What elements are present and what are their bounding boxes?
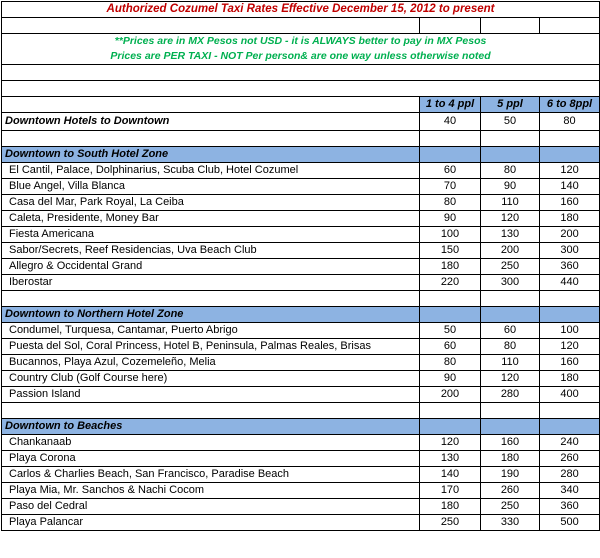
- rate-cell: 100: [420, 227, 481, 243]
- blank-row: [2, 65, 600, 81]
- destination-label: Iberostar: [2, 275, 420, 291]
- rate-cell: 50: [420, 323, 481, 339]
- blank-row: [2, 131, 600, 147]
- rate-cell: 130: [481, 227, 540, 243]
- rate-cell: 160: [540, 355, 600, 371]
- rate-cell: 90: [481, 179, 540, 195]
- section-header-row: [2, 147, 600, 163]
- rate-cell: 80: [420, 355, 481, 371]
- rate-cell: 120: [481, 371, 540, 387]
- rate-cell: 60: [420, 163, 481, 179]
- note-row: [2, 34, 600, 50]
- rate-row: [2, 259, 600, 275]
- rate-row: [2, 227, 600, 243]
- column-header-6-8: 6 to 8ppl: [540, 97, 600, 113]
- rate-cell: 250: [420, 515, 481, 531]
- destination-label: Allegro & Occidental Grand: [2, 259, 420, 275]
- section-title: Downtown to Beaches: [2, 419, 420, 435]
- note-row: [2, 49, 600, 65]
- rate-cell: 120: [540, 339, 600, 355]
- column-header-1-4: 1 to 4 ppl: [420, 97, 481, 113]
- destination-label: Playa Palancar: [2, 515, 420, 531]
- title-row: [2, 2, 600, 18]
- rate-cell: 60: [481, 323, 540, 339]
- rate-row: [2, 275, 600, 291]
- currency-note: **Prices are in MX Pesos not USD - it is ALWAYS better to pay in MX Pesos: [2, 34, 600, 50]
- downtown-row: [2, 113, 600, 131]
- rate-cell: 80: [540, 113, 600, 131]
- blank-row: [2, 18, 600, 34]
- rate-cell: 360: [540, 499, 600, 515]
- rate-cell: 180: [540, 371, 600, 387]
- sheet-title: Authorized Cozumel Taxi Rates Effective December 15, 2012 to present: [2, 2, 600, 18]
- rate-cell: 80: [481, 163, 540, 179]
- rate-cell: 100: [540, 323, 600, 339]
- rate-row: [2, 179, 600, 195]
- destination-label: Condumel, Turquesa, Cantamar, Puerto Abrigo: [2, 323, 420, 339]
- rate-cell: 120: [420, 435, 481, 451]
- destination-label: Caleta, Presidente, Money Bar: [2, 211, 420, 227]
- rate-cell: 40: [420, 113, 481, 131]
- rate-cell: 150: [420, 243, 481, 259]
- rate-cell: 80: [420, 195, 481, 211]
- taxi-rates-table: [1, 1, 600, 531]
- rate-cell: 110: [481, 355, 540, 371]
- rate-row: [2, 243, 600, 259]
- rate-cell: 90: [420, 211, 481, 227]
- rate-cell: 200: [420, 387, 481, 403]
- destination-label: Sabor/Secrets, Reef Residencias, Uva Beach Club: [2, 243, 420, 259]
- rate-cell: 360: [540, 259, 600, 275]
- rate-row: [2, 355, 600, 371]
- rate-cell: 280: [540, 467, 600, 483]
- rate-row: [2, 339, 600, 355]
- rate-cell: 50: [481, 113, 540, 131]
- rate-cell: 180: [481, 451, 540, 467]
- rate-cell: 300: [481, 275, 540, 291]
- rate-row: [2, 451, 600, 467]
- blank-row: [2, 291, 600, 307]
- row-label: Downtown Hotels to Downtown: [2, 113, 420, 131]
- rate-cell: 180: [420, 259, 481, 275]
- section-title: Downtown to Northern Hotel Zone: [2, 307, 420, 323]
- rate-row: [2, 371, 600, 387]
- rate-cell: 140: [540, 179, 600, 195]
- destination-label: Paso del Cedral: [2, 499, 420, 515]
- rate-cell: 120: [481, 211, 540, 227]
- destination-label: Chankanaab: [2, 435, 420, 451]
- destination-label: Fiesta Americana: [2, 227, 420, 243]
- rate-cell: 240: [540, 435, 600, 451]
- section-title: Downtown to South Hotel Zone: [2, 147, 420, 163]
- column-header-row: [2, 97, 600, 113]
- destination-label: Playa Mia, Mr. Sanchos & Nachi Cocom: [2, 483, 420, 499]
- rate-row: [2, 387, 600, 403]
- rate-row: [2, 435, 600, 451]
- rate-cell: 250: [481, 259, 540, 275]
- per-taxi-note: Prices are PER TAXI - NOT Per person& are one way unless otherwise noted: [2, 49, 600, 65]
- rate-cell: 400: [540, 387, 600, 403]
- destination-label: Bucannos, Playa Azul, Cozemeleño, Melia: [2, 355, 420, 371]
- rate-cell: 220: [420, 275, 481, 291]
- rate-row: [2, 467, 600, 483]
- rate-cell: 340: [540, 483, 600, 499]
- rate-row: [2, 163, 600, 179]
- rate-row: [2, 515, 600, 531]
- rate-cell: 160: [540, 195, 600, 211]
- rate-cell: 200: [481, 243, 540, 259]
- blank-row: [2, 81, 600, 97]
- destination-label: Passion Island: [2, 387, 420, 403]
- section-header-row: [2, 307, 600, 323]
- rate-cell: 250: [481, 499, 540, 515]
- rate-row: [2, 211, 600, 227]
- rate-cell: 70: [420, 179, 481, 195]
- rate-row: [2, 195, 600, 211]
- rate-cell: 180: [540, 211, 600, 227]
- rate-cell: 440: [540, 275, 600, 291]
- blank-row: [2, 403, 600, 419]
- rate-cell: 260: [481, 483, 540, 499]
- column-header-5: 5 ppl: [481, 97, 540, 113]
- destination-label: Playa Corona: [2, 451, 420, 467]
- rate-cell: 90: [420, 371, 481, 387]
- rate-cell: 280: [481, 387, 540, 403]
- destination-label: Puesta del Sol, Coral Princess, Hotel B, Peninsula, Palmas Reales, Brisas: [2, 339, 420, 355]
- rate-cell: 140: [420, 467, 481, 483]
- rate-cell: 260: [540, 451, 600, 467]
- rate-cell: 170: [420, 483, 481, 499]
- rate-cell: 120: [540, 163, 600, 179]
- destination-label: Carlos & Charlies Beach, San Francisco, Paradise Beach: [2, 467, 420, 483]
- rate-row: [2, 499, 600, 515]
- rate-cell: 130: [420, 451, 481, 467]
- destination-label: Country Club (Golf Course here): [2, 371, 420, 387]
- rate-cell: 300: [540, 243, 600, 259]
- rate-cell: 330: [481, 515, 540, 531]
- destination-label: Casa del Mar, Park Royal, La Ceiba: [2, 195, 420, 211]
- rate-cell: 80: [481, 339, 540, 355]
- rate-row: [2, 483, 600, 499]
- rate-cell: 200: [540, 227, 600, 243]
- destination-label: Blue Angel, Villa Blanca: [2, 179, 420, 195]
- rate-cell: 60: [420, 339, 481, 355]
- rate-cell: 500: [540, 515, 600, 531]
- rate-cell: 160: [481, 435, 540, 451]
- rate-cell: 190: [481, 467, 540, 483]
- rate-row: [2, 323, 600, 339]
- rate-cell: 110: [481, 195, 540, 211]
- destination-label: El Cantil, Palace, Dolphinarius, Scuba Club, Hotel Cozumel: [2, 163, 420, 179]
- rate-cell: 180: [420, 499, 481, 515]
- section-header-row: [2, 419, 600, 435]
